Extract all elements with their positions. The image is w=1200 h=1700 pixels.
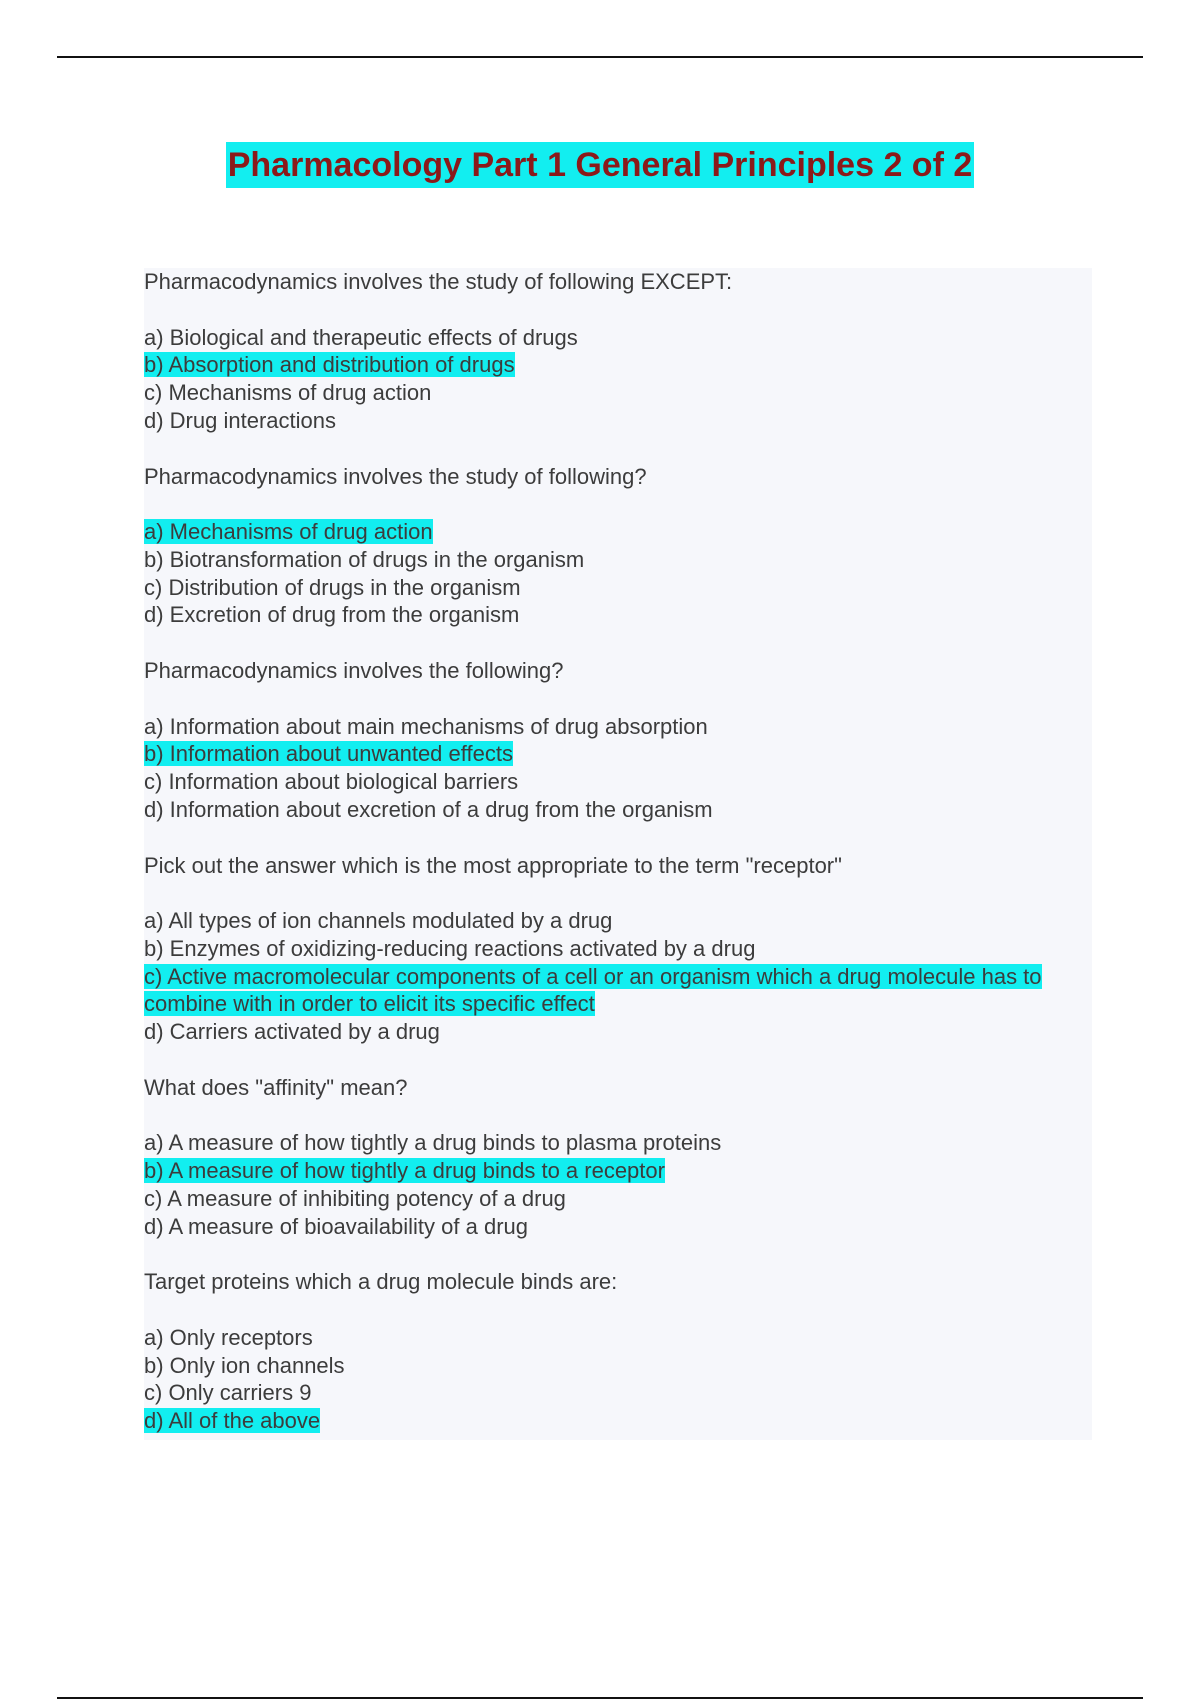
question-panel — [144, 268, 1092, 1440]
question-text: Pharmacodynamics involves the following? — [144, 658, 564, 684]
option-list — [144, 518, 1092, 629]
option-d — [144, 796, 1092, 824]
question-text: Pharmacodynamics involves the study of following? — [144, 463, 647, 489]
option-label: d) Carriers activated by a drug — [144, 1019, 440, 1045]
option-label: c) A measure of inhibiting potency of a drug — [144, 1185, 566, 1211]
top-rule — [57, 56, 1143, 58]
option-d — [144, 407, 1092, 435]
option-c — [144, 574, 1092, 602]
option-d-answer — [144, 1407, 1092, 1435]
highlighted-answer: c) Active macromolecular components of a cell or an organism which a drug molecule has to combine with in order to elicit its specific effect — [144, 963, 1042, 1017]
option-d — [144, 1213, 1092, 1241]
option-label: a) A measure of how tightly a drug binds to plasma proteins — [144, 1130, 722, 1156]
question-1 — [144, 268, 1092, 435]
option-a — [144, 1129, 1092, 1157]
option-a — [144, 713, 1092, 741]
option-label: c) Only carriers 9 — [144, 1380, 312, 1406]
option-label: c) Distribution of drugs in the organism — [144, 574, 521, 600]
option-label: a) Biological and therapeutic effects of drugs — [144, 324, 578, 350]
highlighted-answer: b) Information about unwanted effects — [144, 741, 513, 767]
option-list — [144, 1324, 1092, 1435]
highlighted-answer: d) All of the above — [144, 1408, 321, 1434]
option-label: b) Enzymes of oxidizing-reducing reactions activated by a drug — [144, 935, 756, 961]
question-2 — [144, 463, 1092, 630]
document-title: Pharmacology Part 1 General Principles 2 of 2 — [226, 142, 975, 188]
option-label: c) Mechanisms of drug action — [144, 380, 432, 406]
option-list — [144, 1129, 1092, 1240]
option-list — [144, 713, 1092, 824]
question-5 — [144, 1074, 1092, 1241]
option-label: d) A measure of bioavailability of a drug — [144, 1213, 529, 1239]
question-text: Target proteins which a drug molecule binds are: — [144, 1269, 618, 1295]
option-b-answer — [144, 1157, 1092, 1185]
option-label: d) Excretion of drug from the organism — [144, 602, 520, 628]
option-label: d) Drug interactions — [144, 407, 336, 433]
highlighted-answer: b) A measure of how tightly a drug binds to a receptor — [144, 1158, 665, 1184]
option-a — [144, 1324, 1092, 1352]
option-label: b) Only ion channels — [144, 1352, 345, 1378]
option-list — [144, 324, 1092, 435]
option-d — [144, 1018, 1092, 1046]
question-6 — [144, 1268, 1092, 1435]
question-text: Pharmacodynamics involves the study of following EXCEPT: — [144, 269, 733, 294]
option-c — [144, 379, 1092, 407]
option-d — [144, 601, 1092, 629]
option-c-answer — [144, 963, 1092, 1018]
option-c — [144, 1379, 1092, 1407]
option-c — [144, 1185, 1092, 1213]
option-b — [144, 935, 1092, 963]
option-label: a) Information about main mechanisms of drug absorption — [144, 713, 708, 739]
option-a — [144, 907, 1092, 935]
option-list — [144, 907, 1092, 1046]
option-b — [144, 1352, 1092, 1380]
highlighted-answer: a) Mechanisms of drug action — [144, 519, 433, 545]
title-container — [0, 142, 1200, 188]
question-3 — [144, 657, 1092, 824]
option-b-answer — [144, 351, 1092, 379]
question-text: What does "affinity" mean? — [144, 1074, 408, 1100]
bottom-rule — [57, 1697, 1143, 1699]
option-a — [144, 324, 1092, 352]
option-c — [144, 768, 1092, 796]
option-label: b) Biotransformation of drugs in the organism — [144, 546, 585, 572]
option-label: a) Only receptors — [144, 1324, 313, 1350]
highlighted-answer: b) Absorption and distribution of drugs — [144, 352, 515, 378]
option-b — [144, 546, 1092, 574]
option-label: a) All types of ion channels modulated by a drug — [144, 908, 613, 934]
option-b-answer — [144, 740, 1092, 768]
option-label: d) Information about excretion of a drug from the organism — [144, 796, 713, 822]
question-text: Pick out the answer which is the most appropriate to the term "receptor" — [144, 852, 842, 878]
option-label: c) Information about biological barriers — [144, 769, 519, 795]
option-a-answer — [144, 518, 1092, 546]
question-4 — [144, 852, 1092, 1046]
